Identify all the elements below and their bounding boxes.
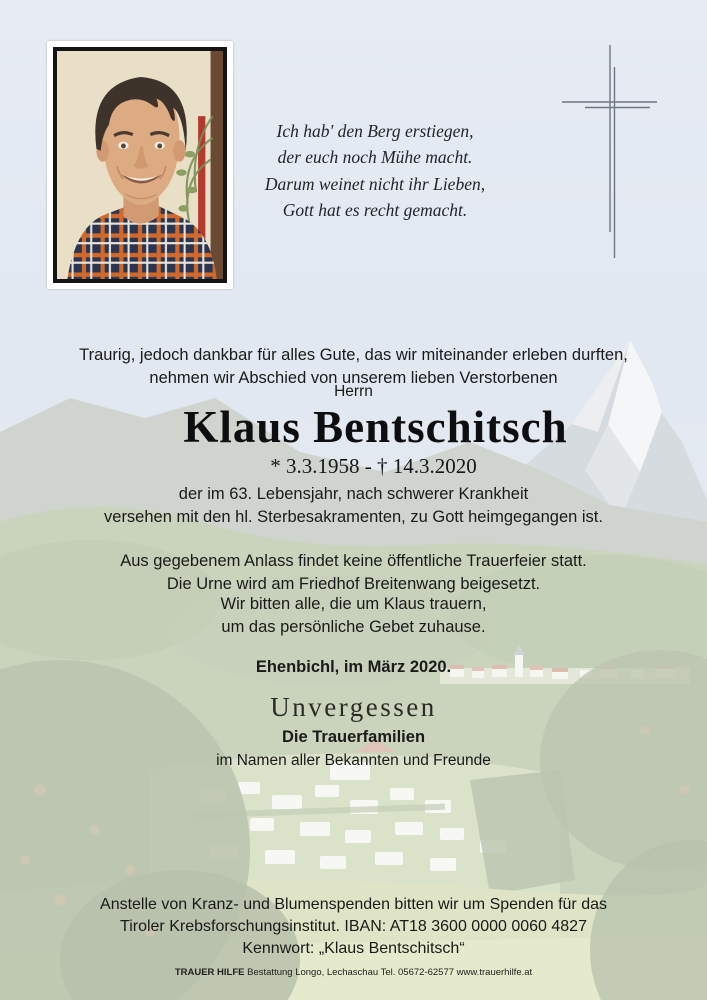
prayer-request [0, 593, 707, 640]
on-behalf-text: im Namen aller Bekannten und Freunde [216, 752, 491, 769]
place-and-date: Ehenbichl, im März 2020. [255, 658, 452, 676]
donation-request [0, 894, 707, 960]
unforgotten-text: Unvergessen [270, 692, 437, 722]
life-line: der im 63. Lebensjahr, nach schwerer Krankheit [178, 485, 529, 503]
funeral-home-contact: Bestattung Longo, Lechaschau Tel. 05672-62577 www.trauerhilfe.at [247, 967, 533, 978]
funeral-line: Die Urne wird am Friedhof Breitenwang beigesetzt. [166, 575, 541, 594]
memorial-poem [145, 118, 605, 223]
prayer-line: Wir bitten alle, die um Klaus trauern, [220, 595, 487, 613]
funeral-line: Aus gegebenem Anlass findet keine öffentliche Trauerfeier statt. [120, 552, 587, 570]
donation-line: Anstelle von Kranz- und Blumenspenden bitten wir um Spenden für das [100, 896, 607, 913]
funeral-home-footer [0, 966, 707, 979]
poem-line: Darum weinet nicht ihr Lieben, [264, 173, 486, 194]
funeral-notice [0, 550, 707, 597]
poem-line: Ich hab' den Berg erstiegen, [276, 121, 474, 141]
life-line: versehen mit den hl. Sterbesakramenten, zu Gott heimgegangen ist. [104, 508, 603, 527]
prayer-line: um das persönliche Gebet zuhause. [221, 618, 486, 637]
deceased-name: Klaus Bentschitsch [183, 402, 568, 452]
donation-line: Tiroler Krebsforschungsinstitut. IBAN: AT18 3600 0000 0060 4827 [120, 918, 587, 936]
intro-line: nehmen wir Abschied von unserem lieben Verstorbenen [149, 369, 558, 388]
poem-line: der euch noch Mühe macht. [277, 147, 473, 168]
salutation: Herrn [334, 383, 373, 400]
funeral-home-brand: TRAUER HILFE [174, 967, 248, 978]
poem-line: Gott hat es recht gemacht. [282, 199, 468, 220]
intro-line: Traurig, jedoch dankbar für alles Gute, das wir miteinander erleben durften, [79, 346, 628, 364]
mourning-families: Die Trauerfamilien [281, 728, 426, 746]
birth-death-dates: * 3.3.1958 - † 14.3.2020 [270, 454, 477, 478]
life-statement [0, 483, 707, 530]
donation-line: Kennwort: „Klaus Bentschitsch“ [242, 940, 465, 958]
